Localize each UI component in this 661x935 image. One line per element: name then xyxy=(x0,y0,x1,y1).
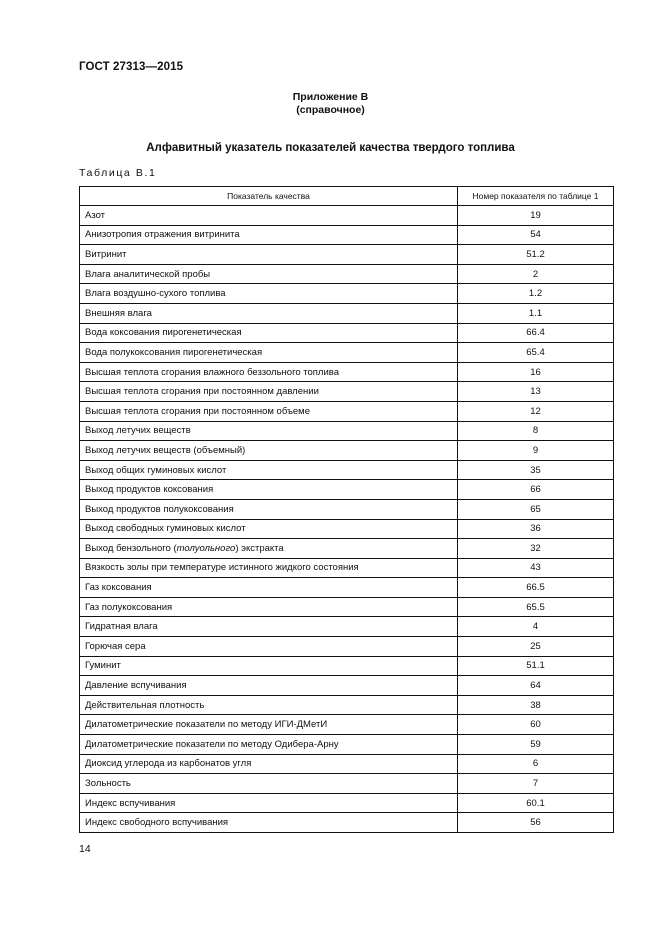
indicator-number-cell: 13 xyxy=(458,382,614,402)
indicator-number-cell: 66 xyxy=(458,480,614,500)
table-row xyxy=(80,401,614,421)
table-row xyxy=(80,774,614,794)
indicator-number-cell: 65.4 xyxy=(458,343,614,363)
indicator-name-cell: Высшая теплота сгорания при постоянном объеме xyxy=(80,401,458,421)
indicator-name-cell: Выход свободных гуминовых кислот xyxy=(80,519,458,539)
indicator-name-cell: Газ полукоксования xyxy=(80,597,458,617)
table-header-row xyxy=(80,187,614,206)
indicator-name-cell: Высшая теплота сгорания при постоянном давлении xyxy=(80,382,458,402)
table-row xyxy=(80,637,614,657)
table-row xyxy=(80,499,614,519)
table-row xyxy=(80,597,614,617)
indicator-number-cell: 56 xyxy=(458,813,614,833)
indicator-number-cell: 65.5 xyxy=(458,597,614,617)
table-row xyxy=(80,225,614,245)
table-row xyxy=(80,558,614,578)
table-row xyxy=(80,362,614,382)
indicator-name-cell: Гуминит xyxy=(80,656,458,676)
table-caption: Таблица В.1 xyxy=(79,167,157,179)
table-row xyxy=(80,735,614,755)
indicator-number-cell: 66.4 xyxy=(458,323,614,343)
indicator-name-cell: Газ коксования xyxy=(80,578,458,598)
indicator-name-cell: Анизотропия отражения витринита xyxy=(80,225,458,245)
table-body xyxy=(80,206,614,833)
table-row xyxy=(80,793,614,813)
indicator-name-cell: Гидратная влага xyxy=(80,617,458,637)
table-row xyxy=(80,676,614,696)
table-row xyxy=(80,539,614,559)
table-row xyxy=(80,656,614,676)
table-row xyxy=(80,813,614,833)
indicator-name-cell: Выход продуктов полукоксования xyxy=(80,499,458,519)
table-row xyxy=(80,617,614,637)
indicator-number-cell: 9 xyxy=(458,441,614,461)
indicator-name-cell: Высшая теплота сгорания влажного беззольного топлива xyxy=(80,362,458,382)
table-row xyxy=(80,519,614,539)
indicator-number-cell: 32 xyxy=(458,539,614,559)
column-header-indicator: Показатель качества xyxy=(80,187,458,206)
indicator-number-cell: 43 xyxy=(458,558,614,578)
page-number: 14 xyxy=(79,843,91,855)
indicator-name-cell: Диоксид углерода из карбонатов угля xyxy=(80,754,458,774)
table-row xyxy=(80,303,614,323)
appendix-heading xyxy=(0,91,661,116)
indicator-number-cell: 12 xyxy=(458,401,614,421)
table-row xyxy=(80,382,614,402)
indicator-name-cell: Горючая сера xyxy=(80,637,458,657)
indicator-name-cell: Вода коксования пирогенетическая xyxy=(80,323,458,343)
indicator-number-cell: 8 xyxy=(458,421,614,441)
indicator-name-cell: Дилатометрические показатели по методу Одибера-Арну xyxy=(80,735,458,755)
indicator-name-cell: Давление вспучивания xyxy=(80,676,458,696)
indicator-name-cell: Индекс свободного вспучивания xyxy=(80,813,458,833)
indicator-name-cell: Витринит xyxy=(80,245,458,265)
table-row xyxy=(80,754,614,774)
indicator-number-cell: 51.1 xyxy=(458,656,614,676)
indicator-name-cell: Дилатометрические показатели по методу ИГИ-ДМетИ xyxy=(80,715,458,735)
indicator-number-cell: 51.2 xyxy=(458,245,614,265)
indicator-number-cell: 16 xyxy=(458,362,614,382)
indicator-number-cell: 60.1 xyxy=(458,793,614,813)
table-row xyxy=(80,284,614,304)
indicator-number-cell: 25 xyxy=(458,637,614,657)
page-title: Алфавитный указатель показателей качества твердого топлива xyxy=(146,142,515,154)
table-row xyxy=(80,715,614,735)
indicator-number-cell: 1.1 xyxy=(458,303,614,323)
indicator-number-cell: 54 xyxy=(458,225,614,245)
indicator-number-cell: 7 xyxy=(458,774,614,794)
table-row xyxy=(80,206,614,226)
indicator-number-cell: 60 xyxy=(458,715,614,735)
table-row xyxy=(80,323,614,343)
indicator-number-cell: 64 xyxy=(458,676,614,696)
indicator-number-cell: 65 xyxy=(458,499,614,519)
table-row xyxy=(80,245,614,265)
indicator-name-cell: Влага аналитической пробы xyxy=(80,264,458,284)
indicator-name-cell: Вода полукоксования пирогенетическая xyxy=(80,343,458,363)
table-row xyxy=(80,695,614,715)
quality-index-table xyxy=(79,186,614,833)
indicator-name-cell: Вязкость золы при температуре истинного жидкого состояния xyxy=(80,558,458,578)
table-row xyxy=(80,264,614,284)
indicator-number-cell: 59 xyxy=(458,735,614,755)
indicator-number-cell: 6 xyxy=(458,754,614,774)
indicator-name-cell: Выход продуктов коксования xyxy=(80,480,458,500)
indicator-name-cell: Индекс вспучивания xyxy=(80,793,458,813)
table-row xyxy=(80,460,614,480)
table-row xyxy=(80,480,614,500)
indicator-number-cell: 4 xyxy=(458,617,614,637)
table-row xyxy=(80,578,614,598)
indicator-number-cell: 2 xyxy=(458,264,614,284)
indicator-name-cell: Азот xyxy=(80,206,458,226)
table-row xyxy=(80,343,614,363)
indicator-number-cell: 66.5 xyxy=(458,578,614,598)
indicator-name-cell: Выход общих гуминовых кислот xyxy=(80,460,458,480)
indicator-name-cell: Выход бензольного (толуольного) экстракта xyxy=(80,539,458,559)
column-header-number: Номер показателя по таблице 1 xyxy=(458,187,614,206)
appendix-subtitle: (справочное) xyxy=(296,103,365,116)
indicator-name-cell: Внешняя влага xyxy=(80,303,458,323)
indicator-name-cell: Зольность xyxy=(80,774,458,794)
table-row xyxy=(80,441,614,461)
indicator-name-cell: Выход летучих веществ xyxy=(80,421,458,441)
indicator-number-cell: 36 xyxy=(458,519,614,539)
appendix-title: Приложение В xyxy=(292,91,369,103)
indicator-number-cell: 19 xyxy=(458,206,614,226)
document-header: ГОСТ 27313—2015 xyxy=(79,61,184,73)
indicator-number-cell: 38 xyxy=(458,695,614,715)
indicator-number-cell: 35 xyxy=(458,460,614,480)
table-row xyxy=(80,421,614,441)
indicator-number-cell: 1.2 xyxy=(458,284,614,304)
indicator-name-cell: Влага воздушно-сухого топлива xyxy=(80,284,458,304)
indicator-name-cell: Действительная плотность xyxy=(80,695,458,715)
indicator-name-cell: Выход летучих веществ (объемный) xyxy=(80,441,458,461)
